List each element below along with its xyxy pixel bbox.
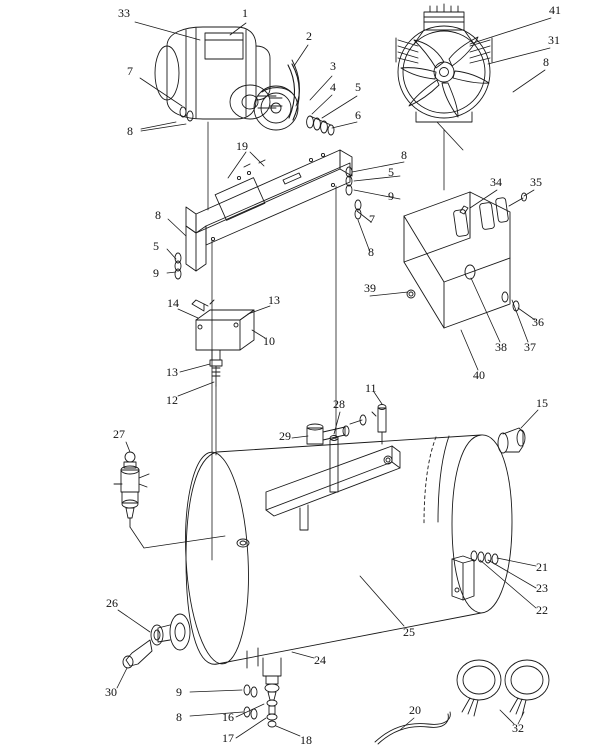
pressure-switch-assembly [192, 300, 254, 386]
callout-13-b: 13 [166, 365, 178, 379]
callout-16: 16 [222, 710, 234, 724]
callout-32: 32 [512, 721, 524, 735]
callout-33: 33 [118, 6, 130, 20]
callout-40: 40 [473, 368, 485, 382]
callout-41: 41 [549, 3, 561, 17]
callout-7-b: 7 [369, 212, 375, 226]
callout-35: 35 [530, 175, 542, 189]
belt-guard-assembly [404, 192, 527, 328]
callout-20: 20 [409, 703, 421, 717]
callout-22: 22 [536, 603, 548, 617]
motor-assembly [155, 27, 282, 119]
callout-10: 10 [263, 334, 275, 348]
callout-21: 21 [536, 560, 548, 574]
callout-37: 37 [524, 340, 536, 354]
callout-7-a: 7 [127, 64, 133, 78]
callout-38: 38 [495, 340, 507, 354]
callout-25: 25 [403, 625, 415, 639]
coiled-tubing-pair [457, 660, 549, 716]
leader-lines [117, 18, 551, 738]
callout-9-b: 9 [153, 266, 159, 280]
callout-8-b: 8 [127, 124, 133, 138]
callout-29: 29 [279, 429, 291, 443]
callout-12: 12 [166, 393, 178, 407]
callout-3: 3 [330, 59, 336, 73]
callout-24: 24 [314, 653, 326, 667]
callout-5-a: 5 [355, 80, 361, 94]
callout-9-a: 9 [388, 189, 394, 203]
callout-8-d: 8 [155, 208, 161, 222]
callout-30: 30 [105, 685, 117, 699]
callout-8-e: 8 [368, 245, 374, 259]
callout-5-c: 5 [153, 239, 159, 253]
callout-8-f: 8 [176, 710, 182, 724]
callout-34: 34 [490, 175, 502, 189]
drain-hardware [244, 685, 257, 719]
callout-13-a: 13 [268, 293, 280, 307]
handle-and-manifold [266, 405, 400, 531]
callout-18: 18 [300, 733, 312, 747]
callout-26: 26 [106, 596, 118, 610]
callout-9-c: 9 [176, 685, 182, 699]
callout-8-a: 8 [543, 55, 549, 69]
callout-27: 27 [113, 427, 125, 441]
callout-28: 28 [333, 397, 345, 411]
callout-14: 14 [167, 296, 179, 310]
callout-19: 19 [236, 139, 248, 153]
rear-foot-hardware [471, 551, 498, 564]
callout-2: 2 [306, 29, 312, 43]
callout-36: 36 [532, 315, 544, 329]
air-tank [180, 428, 525, 727]
callout-39: 39 [364, 281, 376, 295]
motor-mounting-bracket [186, 150, 352, 271]
callout-1: 1 [242, 6, 248, 20]
callout-8-c: 8 [401, 148, 407, 162]
pump-flywheel-assembly [396, 4, 492, 122]
regulator-filter-assembly [114, 452, 149, 527]
callout-5-b: 5 [388, 165, 394, 179]
callout-11: 11 [365, 381, 377, 395]
callout-31: 31 [548, 33, 560, 47]
callout-17: 17 [222, 731, 234, 745]
callout-23: 23 [536, 581, 548, 595]
callout-6: 6 [355, 108, 361, 122]
callout-15: 15 [536, 396, 548, 410]
callout-4: 4 [330, 80, 336, 94]
wheel-assembly [123, 614, 190, 668]
bracket-hardware [175, 107, 361, 279]
